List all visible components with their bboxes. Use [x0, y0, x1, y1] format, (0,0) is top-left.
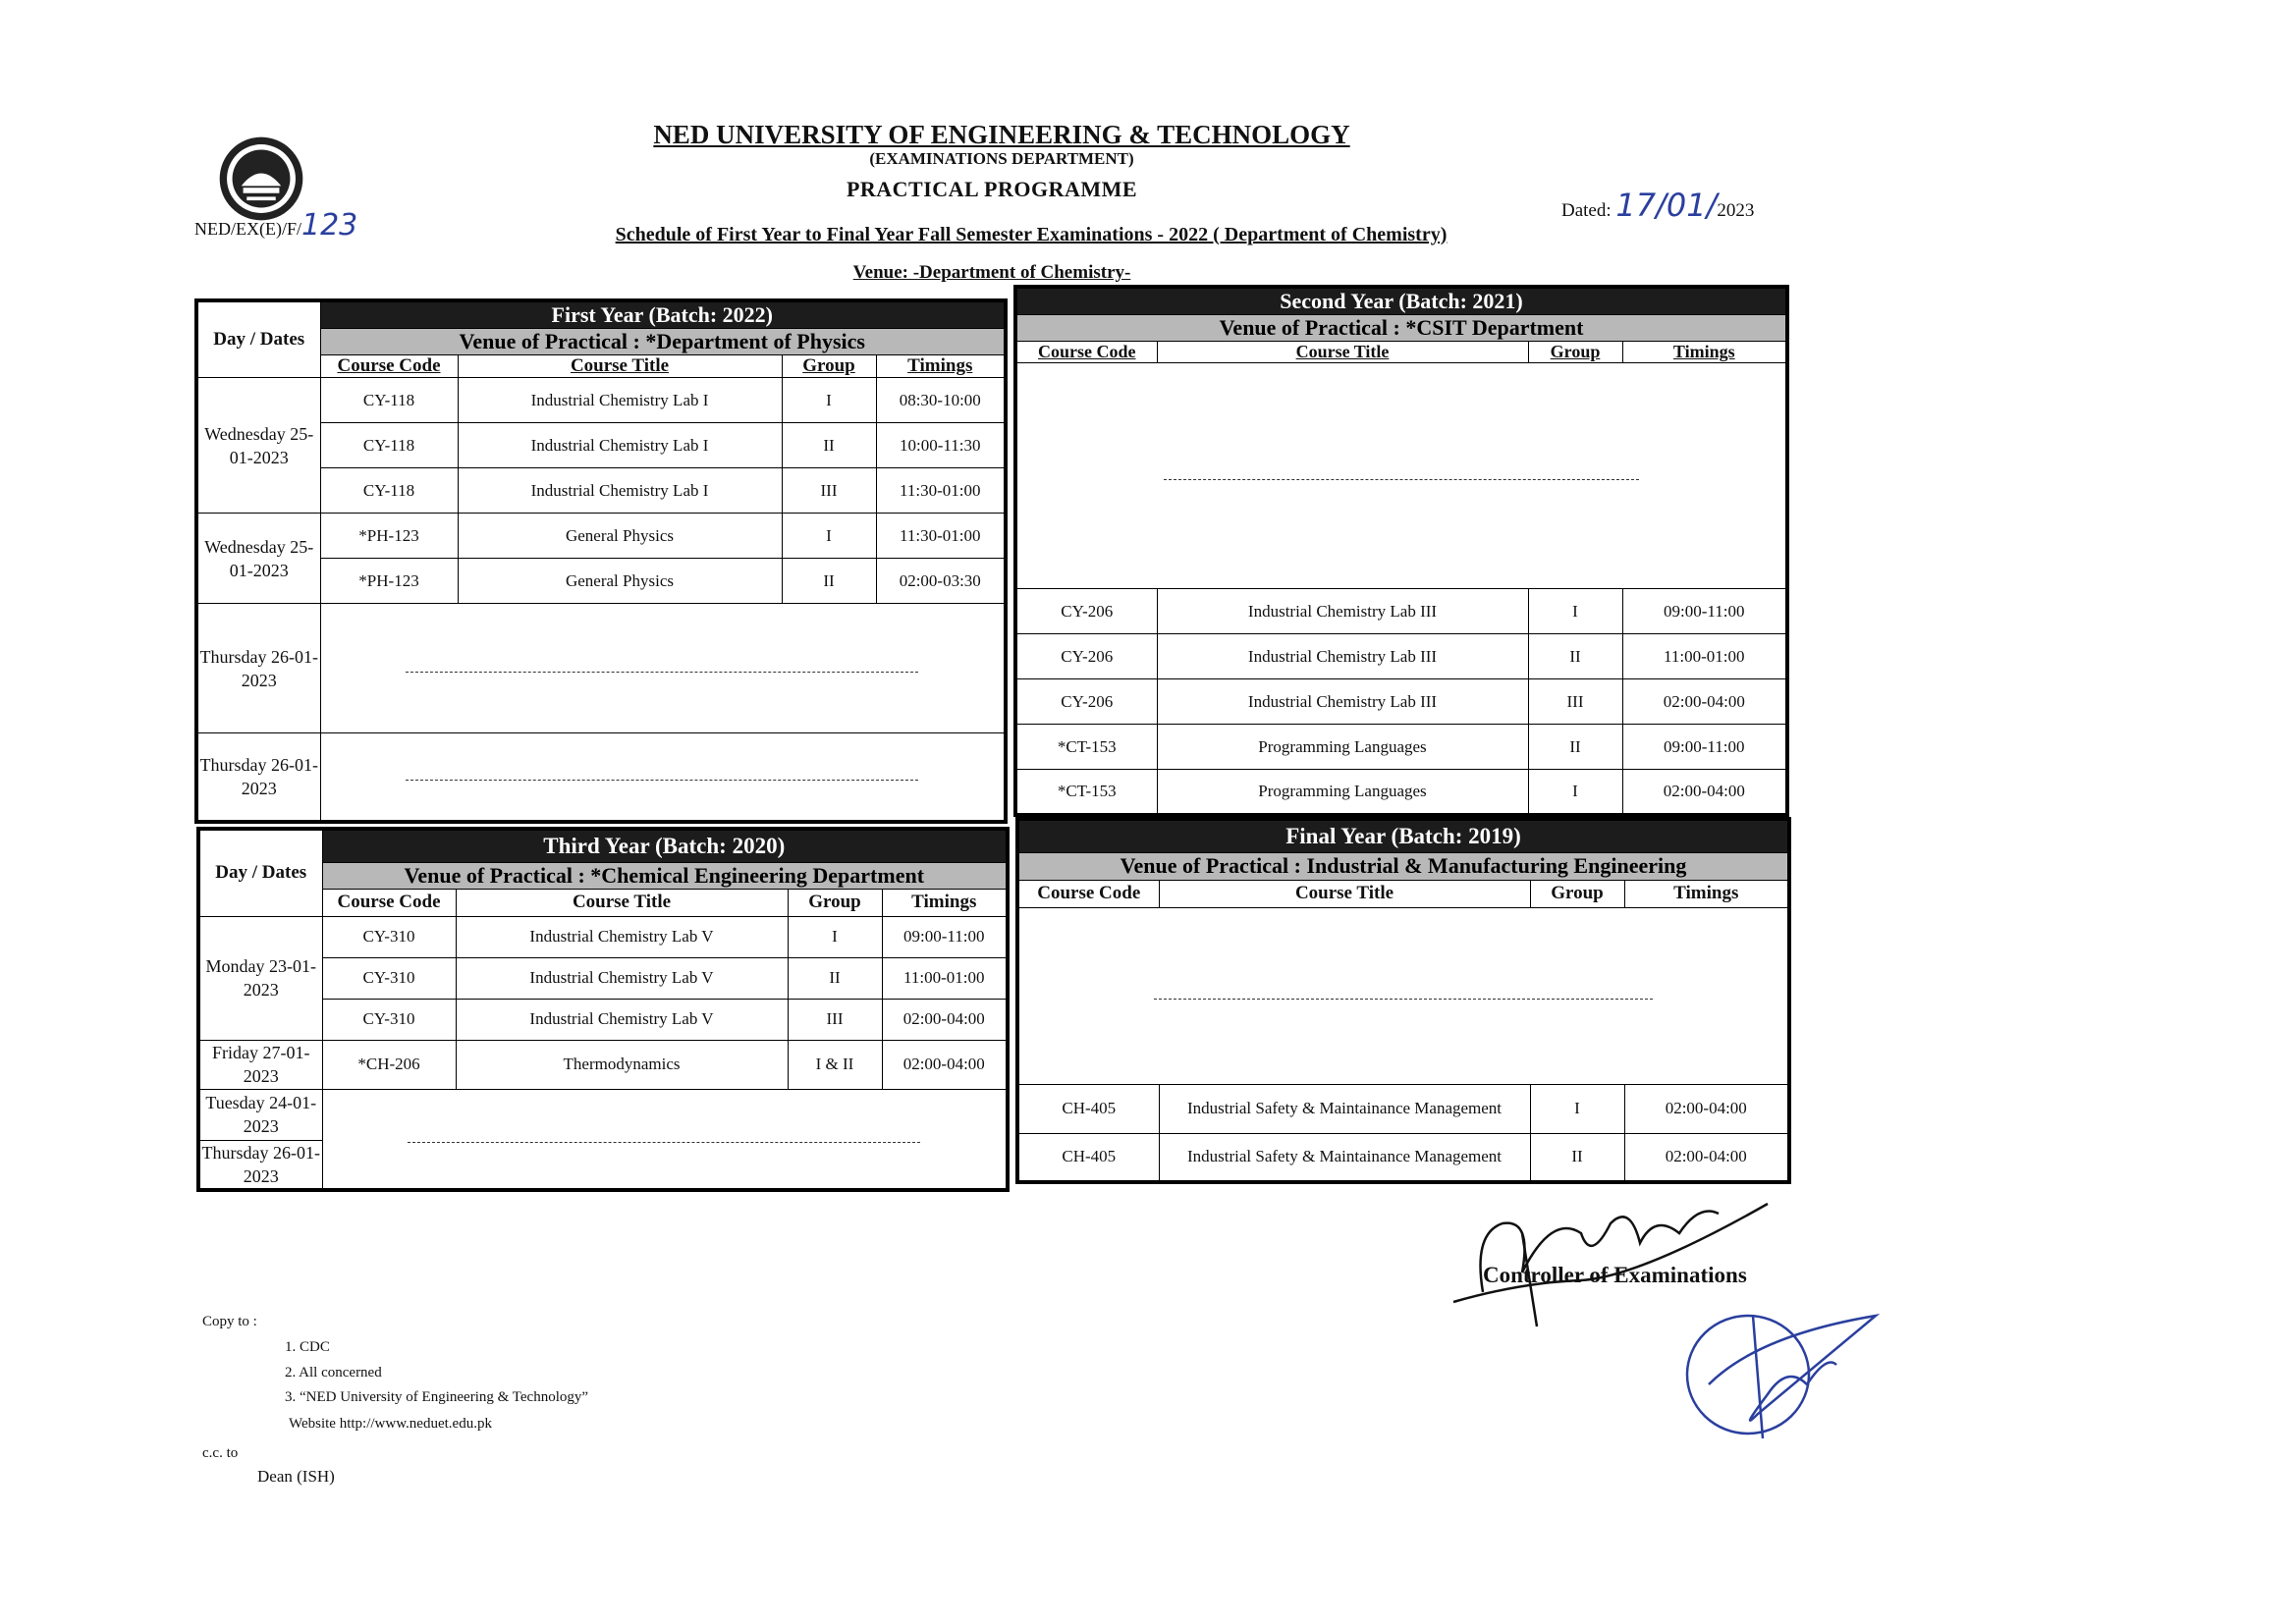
table-row — [1015, 679, 1787, 725]
timings-cell: 11:00-01:00 — [882, 957, 1008, 999]
first-year-table — [194, 298, 1008, 824]
timings-cell: 02:00-04:00 — [882, 1040, 1008, 1089]
timings-cell: 02:00-04:00 — [1622, 679, 1787, 725]
course-code-header: Course Code — [1015, 342, 1157, 363]
course-code-cell: CY-118 — [320, 423, 458, 468]
empty-slot — [1017, 907, 1789, 1084]
day-dates-header: Day / Dates — [198, 829, 322, 916]
department-name: (EXAMINATIONS DEPARTMENT) — [869, 149, 1134, 168]
first-year-title: First Year (Batch: 2022) — [320, 300, 1006, 329]
course-code-cell: CY-118 — [320, 468, 458, 514]
timings-header: Timings — [876, 355, 1006, 378]
course-title-cell: Industrial Safety & Maintainance Management — [1159, 1133, 1530, 1182]
course-code-cell: CY-118 — [320, 378, 458, 423]
day-date-cell: Friday 27-01-2023 — [198, 1040, 322, 1089]
group-cell: II — [1528, 725, 1622, 770]
group-cell: III — [782, 468, 876, 514]
dashed-separator — [1154, 999, 1653, 1000]
second-year-title: Second Year (Batch: 2021) — [1015, 287, 1787, 315]
group-cell: II — [1528, 634, 1622, 679]
course-code-cell: CY-310 — [322, 999, 456, 1040]
programme-title: PRACTICAL PROGRAMME — [846, 177, 1138, 201]
dated-year: 2023 — [1717, 200, 1755, 221]
empty-slot — [320, 733, 1006, 822]
course-code-cell: *PH-123 — [320, 559, 458, 604]
copy-item: 1. CDC — [285, 1339, 330, 1355]
reference-number — [194, 208, 357, 243]
course-code-cell: CH-405 — [1017, 1084, 1159, 1133]
table-row — [196, 604, 1006, 733]
course-title-cell: Industrial Chemistry Lab V — [456, 916, 788, 957]
empty-slot — [322, 1089, 1008, 1190]
course-title-cell: General Physics — [458, 514, 782, 559]
group-cell: II — [788, 957, 882, 999]
third-year-table — [196, 827, 1010, 1192]
course-code-cell: *CT-153 — [1015, 770, 1157, 815]
cc-label: c.c. to — [202, 1445, 239, 1461]
ref-prefix: NED/EX(E)/F/ — [194, 219, 301, 239]
blue-signature — [1669, 1296, 1886, 1443]
table-row — [198, 1040, 1008, 1089]
timings-cell: 09:00-11:00 — [1622, 589, 1787, 634]
table-row — [198, 1089, 1008, 1140]
course-title-header: Course Title — [1159, 880, 1530, 907]
course-code-cell: *CT-153 — [1015, 725, 1157, 770]
course-title-cell: Industrial Chemistry Lab III — [1157, 679, 1528, 725]
dean-line: Dean (ISH) — [257, 1467, 335, 1486]
course-title-cell: Industrial Chemistry Lab I — [458, 423, 782, 468]
table-row — [1015, 589, 1787, 634]
third-year-venue: Venue of Practical : *Chemical Engineering Department — [322, 862, 1008, 889]
copy-item: 3. “NED University of Engineering & Technology” — [285, 1389, 589, 1405]
final-year-table — [1015, 817, 1791, 1184]
course-title-header: Course Title — [1157, 342, 1528, 363]
day-dates-header: Day / Dates — [196, 300, 320, 378]
table-row — [196, 514, 1006, 559]
schedule-title: Schedule of First Year to Final Year Fall Semester Examinations - 2022 ( Department of Chemistry) — [615, 224, 1448, 245]
copy-item: 2. All concerned — [285, 1365, 382, 1380]
course-code-cell: CH-405 — [1017, 1133, 1159, 1182]
group-cell: II — [782, 423, 876, 468]
course-title-cell: General Physics — [458, 559, 782, 604]
course-code-header: Course Code — [1017, 880, 1159, 907]
day-date-cell: Monday 23-01-2023 — [198, 916, 322, 1040]
day-date-cell: Thursday 26-01-2023 — [196, 604, 320, 733]
second-year-venue: Venue of Practical : *CSIT Department — [1015, 315, 1787, 342]
final-year-venue: Venue of Practical : Industrial & Manufacturing Engineering — [1017, 852, 1789, 880]
course-code-cell: *CH-206 — [322, 1040, 456, 1089]
group-cell: II — [1530, 1133, 1624, 1182]
second-year-table — [1013, 285, 1789, 817]
course-title-header: Course Title — [458, 355, 782, 378]
course-title-cell: Programming Languages — [1157, 770, 1528, 815]
timings-header: Timings — [1622, 342, 1787, 363]
group-header: Group — [1530, 880, 1624, 907]
table-row — [1015, 634, 1787, 679]
course-code-header: Course Code — [320, 355, 458, 378]
timings-cell: 09:00-11:00 — [882, 916, 1008, 957]
dashed-separator — [406, 780, 918, 781]
course-code-cell: CY-206 — [1015, 679, 1157, 725]
course-title-cell: Industrial Chemistry Lab I — [458, 468, 782, 514]
timings-cell: 02:00-03:30 — [876, 559, 1006, 604]
day-date-cell: Thursday 26-01-2023 — [196, 733, 320, 822]
course-code-header: Course Code — [322, 889, 456, 916]
group-cell: I — [1530, 1084, 1624, 1133]
final-year-title: Final Year (Batch: 2019) — [1017, 819, 1789, 852]
timings-cell: 09:00-11:00 — [1622, 725, 1787, 770]
dashed-separator — [408, 1142, 920, 1143]
first-year-venue: Venue of Practical : *Department of Physics — [320, 329, 1006, 355]
empty-slot — [320, 604, 1006, 733]
table-row — [1015, 363, 1787, 589]
course-code-cell: CY-310 — [322, 916, 456, 957]
website-line: Website http://www.neduet.edu.pk — [289, 1416, 492, 1432]
group-cell: I — [782, 378, 876, 423]
course-title-cell: Industrial Chemistry Lab III — [1157, 634, 1528, 679]
timings-cell: 11:30-01:00 — [876, 514, 1006, 559]
day-date-cell: Wednesday 25-01-2023 — [196, 514, 320, 604]
timings-header: Timings — [882, 889, 1008, 916]
group-header: Group — [782, 355, 876, 378]
dashed-separator — [1164, 479, 1640, 480]
group-cell: III — [1528, 679, 1622, 725]
course-code-cell: *PH-123 — [320, 514, 458, 559]
day-date-cell: Wednesday 25-01-2023 — [196, 378, 320, 514]
table-row — [1017, 1084, 1789, 1133]
controller-of-examinations: Controller of Examinations — [1483, 1263, 1747, 1287]
course-title-cell: Industrial Chemistry Lab III — [1157, 589, 1528, 634]
dated — [1561, 187, 1754, 224]
course-title-cell: Industrial Chemistry Lab V — [456, 957, 788, 999]
table-row — [196, 733, 1006, 822]
timings-cell: 08:30-10:00 — [876, 378, 1006, 423]
group-cell: I — [788, 916, 882, 957]
course-code-cell: CY-310 — [322, 957, 456, 999]
course-title-cell: Industrial Safety & Maintainance Management — [1159, 1084, 1530, 1133]
dated-label: Dated: — [1561, 200, 1612, 221]
venue-line: Venue: -Department of Chemistry- — [852, 262, 1131, 283]
copy-to-label: Copy to : — [202, 1314, 257, 1329]
course-title-header: Course Title — [456, 889, 788, 916]
university-name: NED UNIVERSITY OF ENGINEERING & TECHNOLOGY — [653, 120, 1350, 149]
dashed-separator — [406, 672, 918, 673]
timings-cell: 02:00-04:00 — [1624, 1133, 1789, 1182]
timings-cell: 11:00-01:00 — [1622, 634, 1787, 679]
group-cell: I — [1528, 589, 1622, 634]
course-code-cell: CY-206 — [1015, 634, 1157, 679]
timings-cell: 02:00-04:00 — [882, 999, 1008, 1040]
group-cell: I — [1528, 770, 1622, 815]
course-title-cell: Industrial Chemistry Lab I — [458, 378, 782, 423]
group-cell: II — [782, 559, 876, 604]
course-title-cell: Industrial Chemistry Lab V — [456, 999, 788, 1040]
table-row — [198, 916, 1008, 957]
timings-cell: 02:00-04:00 — [1624, 1084, 1789, 1133]
group-cell: I & II — [788, 1040, 882, 1089]
day-date-cell: Thursday 26-01-2023 — [198, 1140, 322, 1190]
third-year-title: Third Year (Batch: 2020) — [322, 829, 1008, 862]
course-title-cell: Thermodynamics — [456, 1040, 788, 1089]
table-row — [1017, 907, 1789, 1084]
group-cell: III — [788, 999, 882, 1040]
group-cell: I — [782, 514, 876, 559]
course-title-cell: Programming Languages — [1157, 725, 1528, 770]
table-row — [1015, 725, 1787, 770]
timings-cell: 10:00-11:30 — [876, 423, 1006, 468]
group-header: Group — [788, 889, 882, 916]
course-code-cell: CY-206 — [1015, 589, 1157, 634]
timings-header: Timings — [1624, 880, 1789, 907]
timings-cell: 02:00-04:00 — [1622, 770, 1787, 815]
empty-slot — [1015, 363, 1787, 589]
timings-cell: 11:30-01:00 — [876, 468, 1006, 514]
table-row — [196, 378, 1006, 423]
dated-handwritten: 17/01/ — [1615, 187, 1718, 224]
ref-number: 123 — [301, 208, 358, 243]
day-date-cell: Tuesday 24-01-2023 — [198, 1089, 322, 1140]
group-header: Group — [1528, 342, 1622, 363]
table-row — [1015, 770, 1787, 815]
